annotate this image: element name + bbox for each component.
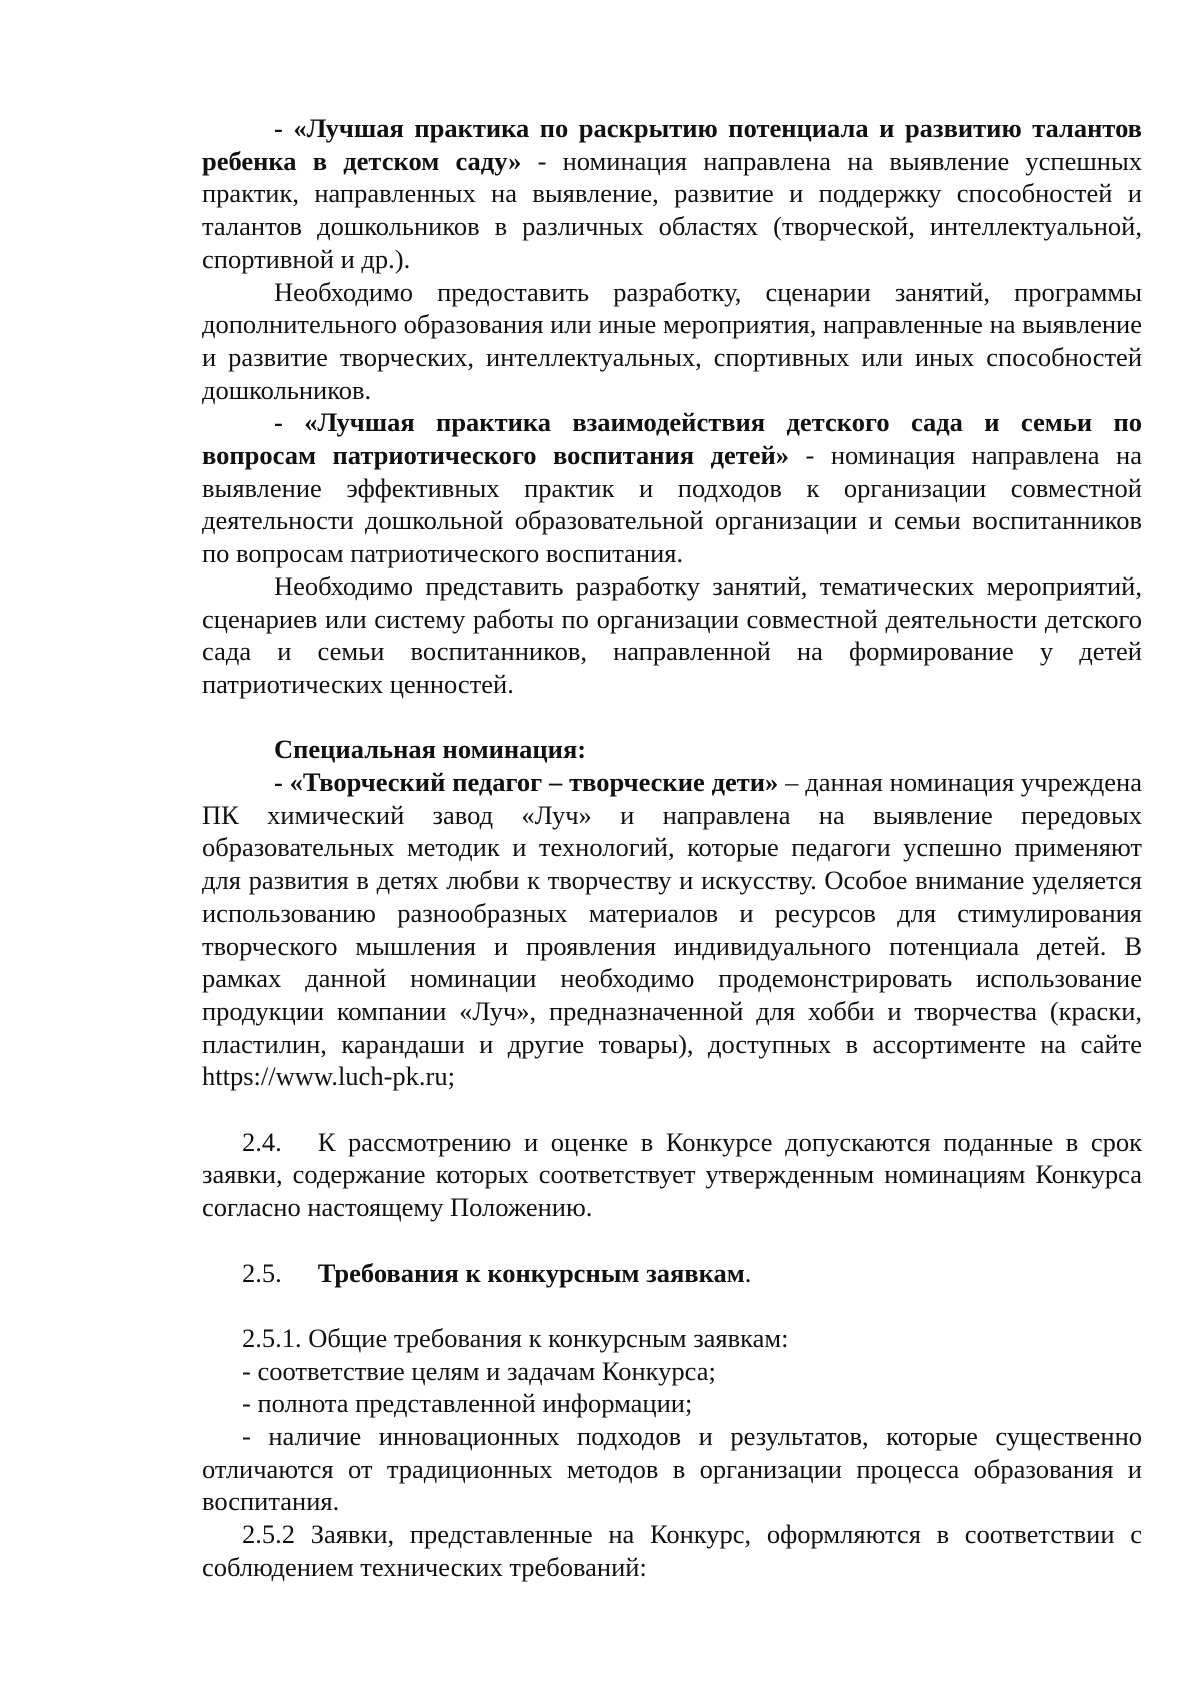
section-2-5-number: 2.5. bbox=[242, 1257, 282, 1288]
list-item: - соответствие целям и задачам Конкурса; bbox=[242, 1355, 716, 1386]
special-nomination-title: - «Творческий педагог – творческие дети» bbox=[274, 767, 779, 798]
special-nomination-text: – данная номинация учреждена ПК химический завод «Луч» и направлена на выявление передовых образовательных методик и технологий, которые педагоги успешно применяют для развития в детях любви к творчеству и искусству. Особое внимание уделяется использованию разнообразных материалов и ресурсов для стимулирования творческого мышления и проявления индивидуального потенциала детей. В рамках данной номинации необходимо продемонстрировать использование продукции компании «Луч», предназначенной для хобби и творчества (краски, пластилин, карандаши и другие товары), доступных в ассортименте на сайте https://www.luch-pk.ru; bbox=[202, 767, 1142, 1092]
special-nomination-paragraph bbox=[202, 766, 1142, 1093]
nomination-talents-requirements: Необходимо предоставить разработку, сценарии занятий, программы дополнительного образования или иные мероприятия, направленные на выявление и развитие творческих, интеллектуальных, спортивных или иных способностей дошкольников. bbox=[202, 276, 1142, 405]
spacer bbox=[202, 1093, 1142, 1126]
nomination-patriotic-requirements: Необходимо представить разработку занятий, тематических мероприятий, сценариев или систему работы по организации совместной деятельности детского сада и семьи воспитанников, направленной на формирование у детей патриотических ценностей. bbox=[202, 570, 1142, 699]
section-2-4-text: К рассмотрению и оценке в Конкурсе допускаются поданные в срок заявки, содержание которых соответствует утвержденным номинациям Конкурса согласно настоящему Положению. bbox=[202, 1126, 1142, 1223]
document-page bbox=[202, 112, 1142, 1584]
spacer bbox=[202, 701, 1142, 734]
nomination-patriotic-paragraph bbox=[202, 406, 1142, 570]
spacer bbox=[202, 1224, 1142, 1257]
spacer bbox=[202, 1289, 1142, 1322]
section-2-5-2: 2.5.2 Заявки, представленные на Конкурс, оформляются в соответствии с соблюдением технических требований: bbox=[202, 1519, 1142, 1582]
nomination-patriotic-title: - «Лучшая практика взаимодействия детского сада и семьи по вопросам патриотического воспитания детей» bbox=[202, 407, 1142, 471]
nomination-talents-text: - номинация направлена на выявление успешных практик, направленных на выявление, развитие и поддержку способностей и талантов дошкольников в различных областях (творческой, интеллектуальной, спортивной и др.). bbox=[202, 145, 1143, 274]
list-item: - полнота представленной информации; bbox=[242, 1388, 693, 1419]
special-nomination-heading: Специальная номинация: bbox=[274, 734, 587, 765]
section-2-5-1: 2.5.1. Общие требования к конкурсным заявкам: bbox=[242, 1322, 789, 1353]
nomination-talents-paragraph bbox=[202, 112, 1142, 276]
nomination-patriotic-text: - номинация направлена на выявление эффективных практик и подходов к организации совместной деятельности дошкольной образовательной организации и семьи воспитанников по вопросам патриотического воспитания. bbox=[202, 440, 1142, 569]
section-2-4 bbox=[202, 1126, 1142, 1224]
section-2-5-title: Требования к конкурсным заявкам bbox=[317, 1257, 745, 1288]
section-2-5-heading: 2.5. Требования к конкурсным заявкам. bbox=[242, 1257, 752, 1288]
nomination-talents-title: - «Лучшая практика по раскрытию потенциала и развитию талантов ребенка в детском саду» bbox=[202, 113, 1142, 176]
list-item: - наличие инновационных подходов и результатов, которые существенно отличаются от традиционных методов в организации процесса образования и воспитания. bbox=[202, 1421, 1142, 1517]
section-2-4-number: 2.4. bbox=[242, 1126, 282, 1157]
